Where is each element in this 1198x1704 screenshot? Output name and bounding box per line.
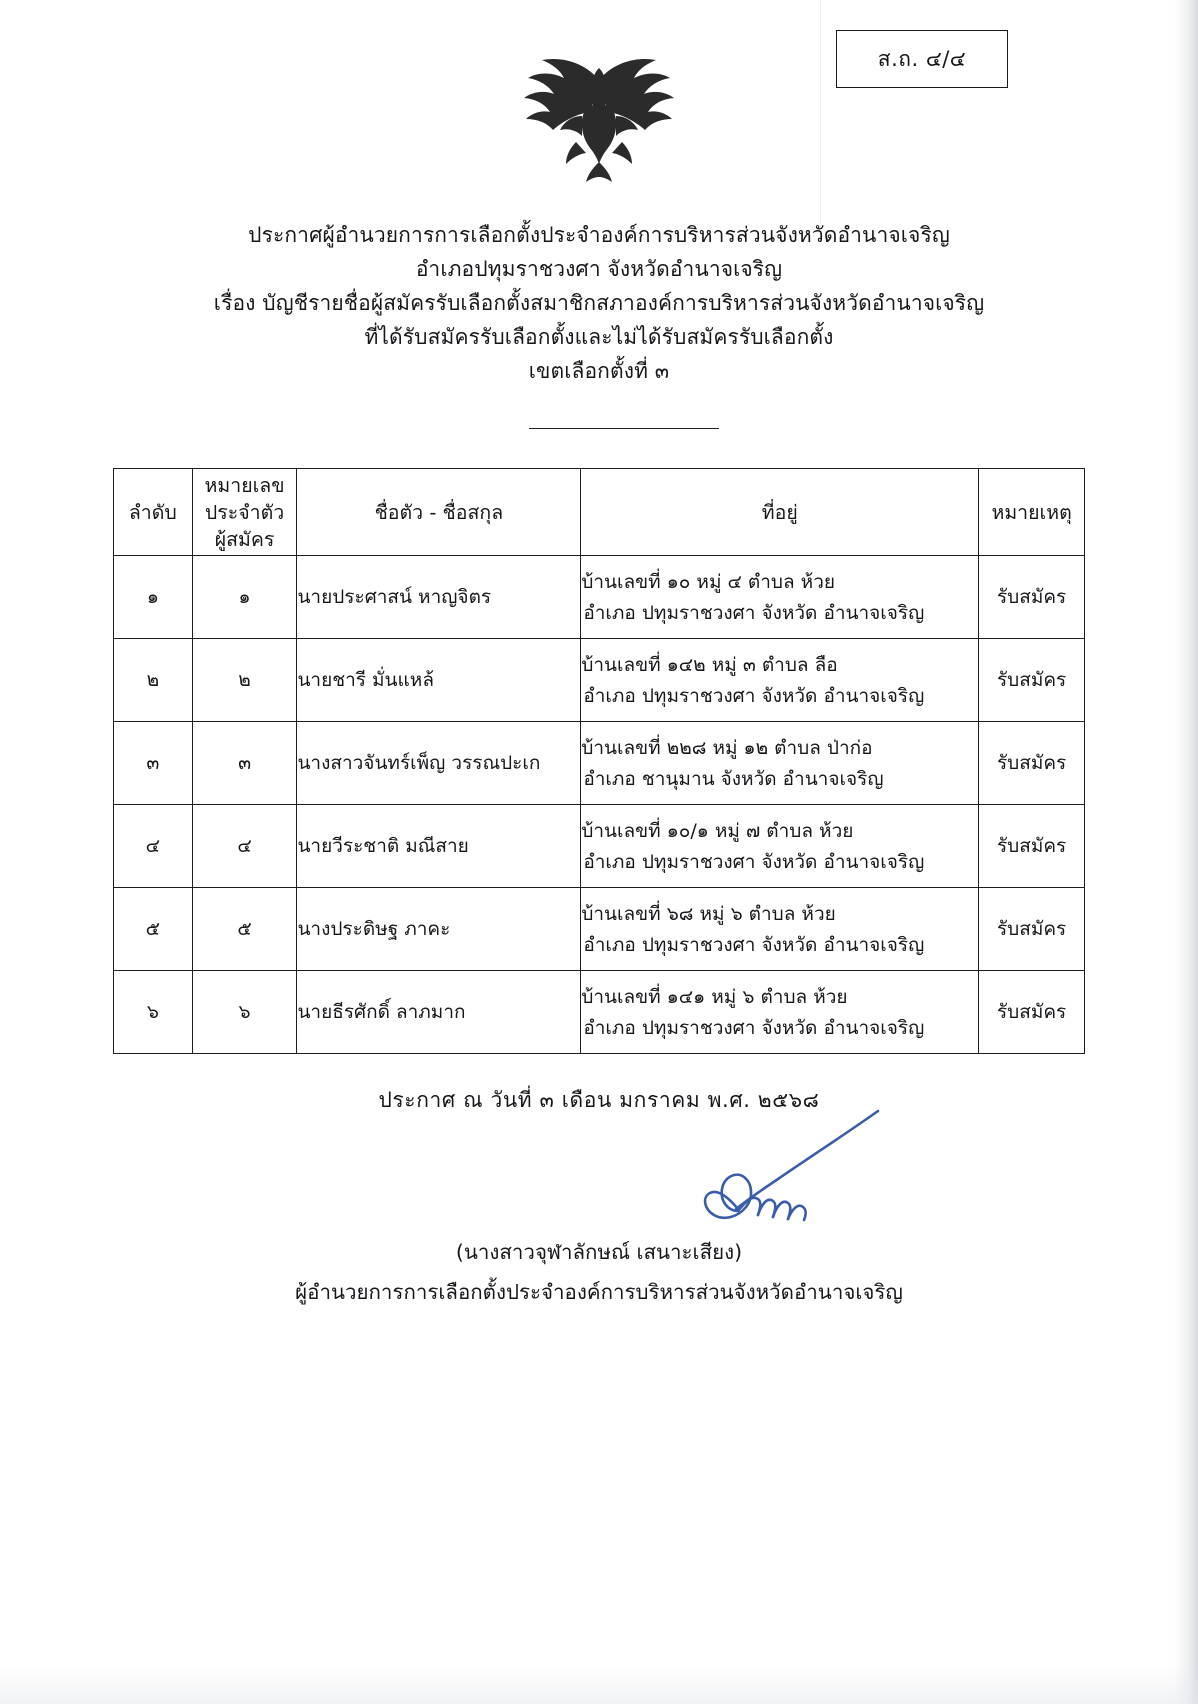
table-row xyxy=(114,556,1085,639)
table-header xyxy=(114,469,1085,556)
cell-candidate-number: ๑ xyxy=(192,556,297,639)
cell-address-line1: บ้านเลขที่ ๑๔๑ หมู่ ๖ ตำบล ห้วย xyxy=(581,986,848,1008)
cell-name: นายชารี มั่นแหล้ xyxy=(297,639,581,722)
cell-candidate-number: ๓ xyxy=(192,722,297,805)
candidate-table xyxy=(113,468,1085,1054)
signature-mark xyxy=(610,1105,940,1240)
cell-address xyxy=(581,722,979,805)
cell-address-line1: บ้านเลขที่ ๑๐/๑ หมู่ ๗ ตำบล ห้วย xyxy=(581,820,854,842)
table-row xyxy=(114,805,1085,888)
cell-address-line2: อำเภอ ปทุมราชวงศา จังหวัด อำนาจเจริญ xyxy=(583,685,925,707)
cell-address xyxy=(581,888,979,971)
table-row xyxy=(114,888,1085,971)
cell-order: ๔ xyxy=(114,805,193,888)
cell-note: รับสมัคร xyxy=(979,722,1085,805)
cell-order: ๕ xyxy=(114,888,193,971)
table-row xyxy=(114,722,1085,805)
cell-address-line2: อำเภอ ชานุมาน จังหวัด อำนาจเจริญ xyxy=(583,768,884,790)
cell-address-line2: อำเภอ ปทุมราชวงศา จังหวัด อำนาจเจริญ xyxy=(583,934,925,956)
cell-note: รับสมัคร xyxy=(979,971,1085,1054)
header-candidate-number xyxy=(192,469,297,556)
cell-address xyxy=(581,971,979,1054)
header-order: ลำดับ xyxy=(114,469,193,556)
header-candidate-number-l1: หมายเลข xyxy=(204,473,285,497)
cell-address-line2: อำเภอ ปทุมราชวงศา จังหวัด อำนาจเจริญ xyxy=(583,1017,925,1039)
heading-line-3: เรื่อง บัญชีรายชื่อผู้สมัครรับเลือกตั้งสมาชิกสภาองค์การบริหารส่วนจังหวัดอำนาจเจริญ xyxy=(213,291,985,315)
header-note: หมายเหตุ xyxy=(979,469,1085,556)
cell-candidate-number: ๖ xyxy=(192,971,297,1054)
heading-line-5: เขตเลือกตั้งที่ ๓ xyxy=(528,359,670,383)
cell-candidate-number: ๕ xyxy=(192,888,297,971)
table-row xyxy=(114,639,1085,722)
table-body xyxy=(114,556,1085,1054)
document-heading xyxy=(0,218,1198,388)
header-name: ชื่อตัว - ชื่อสกุล xyxy=(297,469,581,556)
cell-order: ๓ xyxy=(114,722,193,805)
heading-line-1: ประกาศผู้อำนวยการการเลือกตั้งประจำองค์การบริหารส่วนจังหวัดอำนาจเจริญ xyxy=(248,223,950,247)
garuda-emblem xyxy=(0,50,1198,200)
scan-edge-bottom xyxy=(0,1664,1198,1704)
heading-line-4: ที่ได้รับสมัครรับเลือกตั้งและไม่ได้รับสมัครรับเลือกตั้ง xyxy=(364,325,834,349)
form-code-text: ส.ถ. ๔/๔ xyxy=(877,46,967,71)
cell-note: รับสมัคร xyxy=(979,639,1085,722)
cell-name: นายประศาสน์ หาญจิตร xyxy=(297,556,581,639)
cell-candidate-number: ๔ xyxy=(192,805,297,888)
cell-name: นายธีรศักดิ์ ลาภมาก xyxy=(297,971,581,1054)
cell-note: รับสมัคร xyxy=(979,805,1085,888)
header-address: ที่อยู่ xyxy=(581,469,979,556)
table-row xyxy=(114,971,1085,1054)
cell-address-line1: บ้านเลขที่ ๑๔๒ หมู่ ๓ ตำบล ลือ xyxy=(581,654,838,676)
cell-address xyxy=(581,639,979,722)
cell-address-line1: บ้านเลขที่ ๒๒๘ หมู่ ๑๒ ตำบล ป่าก่อ xyxy=(581,737,873,759)
heading-line-2: อำเภอปทุมราชวงศา จังหวัดอำนาจเจริญ xyxy=(415,257,783,281)
cell-candidate-number: ๒ xyxy=(192,639,297,722)
cell-note: รับสมัคร xyxy=(979,556,1085,639)
signer-title: ผู้อำนวยการการเลือกตั้งประจำองค์การบริหารส่วนจังหวัดอำนาจเจริญ xyxy=(295,1280,903,1304)
cell-name: นางประดิษฐ ภาคะ xyxy=(297,888,581,971)
header-candidate-number-l3: ผู้สมัคร xyxy=(214,527,275,551)
cell-address-line2: อำเภอ ปทุมราชวงศา จังหวัด อำนาจเจริญ xyxy=(583,602,925,624)
signer-name: (นางสาวจุฬาลักษณ์ เสนาะเสียง) xyxy=(455,1240,743,1264)
header-candidate-number-l2: ประจำตัว xyxy=(204,500,285,524)
announcement-date: ประกาศ ณ วันที่ ๓ เดือน มกราคม พ.ศ. ๒๕๖๘ xyxy=(378,1088,820,1112)
cell-note: รับสมัคร xyxy=(979,888,1085,971)
heading-divider xyxy=(529,428,719,429)
cell-address-line1: บ้านเลขที่ ๖๘ หมู่ ๖ ตำบล ห้วย xyxy=(581,903,836,925)
cell-address xyxy=(581,805,979,888)
table-header-row xyxy=(114,469,1085,556)
cell-address-line1: บ้านเลขที่ ๑๐ หมู่ ๔ ตำบล ห้วย xyxy=(581,571,836,593)
cell-name: นายวีระชาติ มณีสาย xyxy=(297,805,581,888)
cell-order: ๖ xyxy=(114,971,193,1054)
cell-order: ๑ xyxy=(114,556,193,639)
cell-address xyxy=(581,556,979,639)
cell-address-line2: อำเภอ ปทุมราชวงศา จังหวัด อำนาจเจริญ xyxy=(583,851,925,873)
cell-order: ๒ xyxy=(114,639,193,722)
cell-name: นางสาวจันทร์เพ็ญ วรรณปะเก xyxy=(297,722,581,805)
